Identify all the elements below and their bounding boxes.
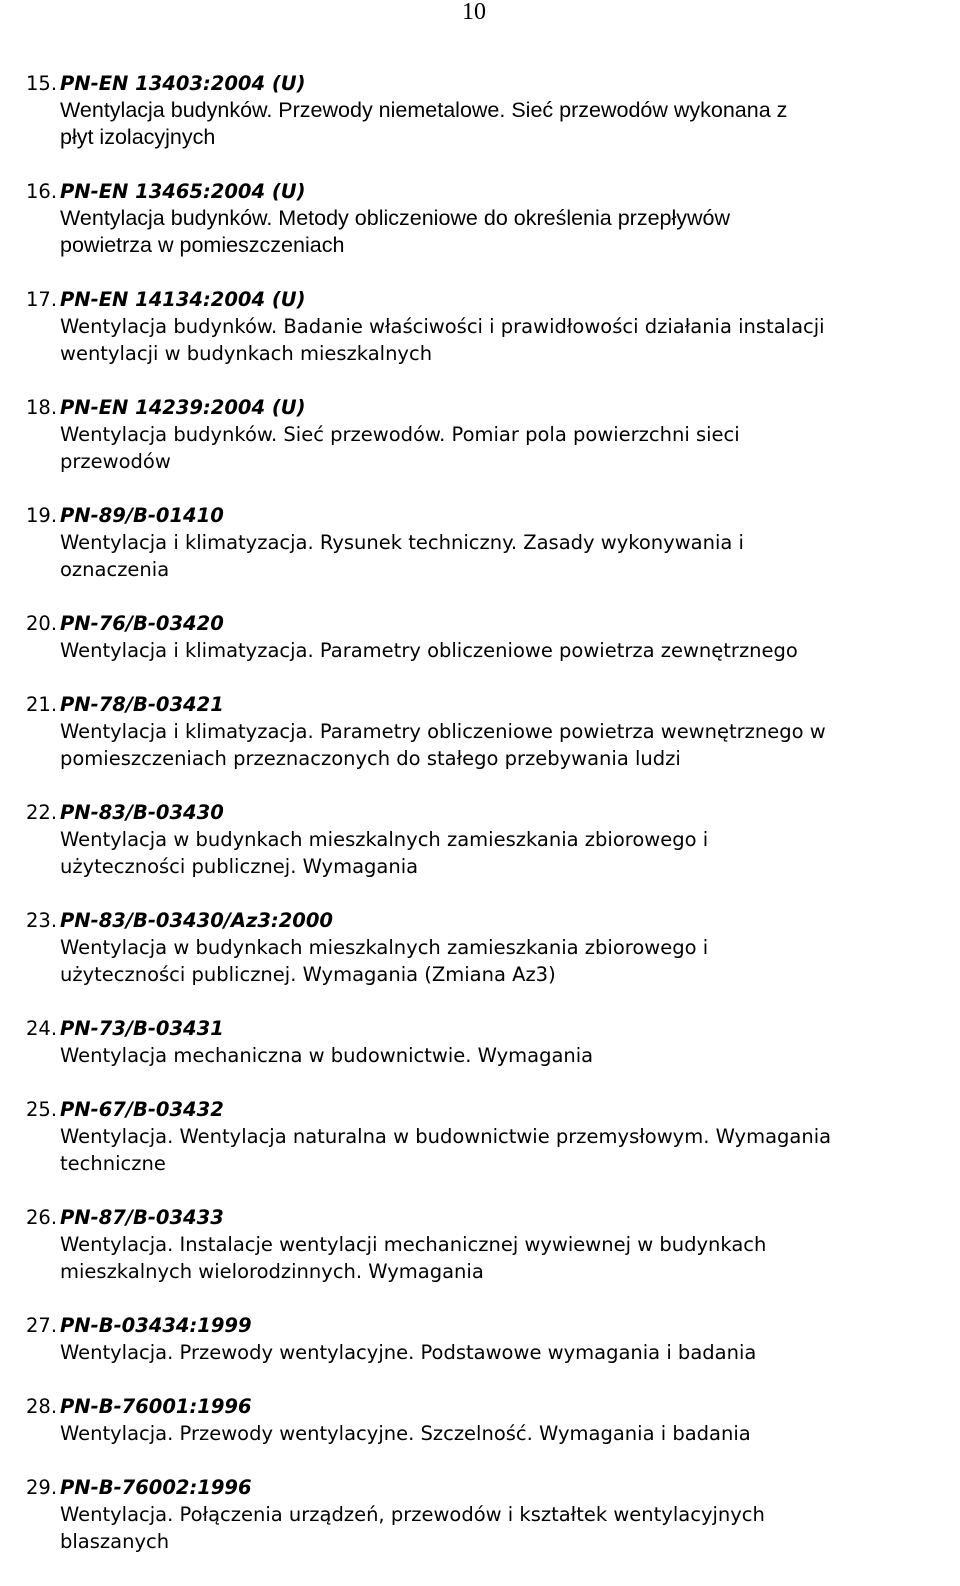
item-number: 27. bbox=[26, 1314, 58, 1337]
item-number: 28. bbox=[26, 1395, 58, 1418]
list-item bbox=[26, 1312, 960, 1366]
standard-code: PN-EN 14134:2004 (U) bbox=[60, 288, 306, 311]
title-line: Wentylacja mechaniczna w budownictwie. Wymagania bbox=[60, 1044, 594, 1067]
title-line: pomieszczeniach przeznaczonych do stałego przebywania ludzi bbox=[60, 747, 681, 770]
title-line: Wentylacja. Połączenia urządzeń, przewodów i kształtek wentylacyjnych bbox=[60, 1503, 765, 1526]
standard-title bbox=[60, 313, 960, 367]
standard-title bbox=[60, 637, 960, 664]
item-number: 22. bbox=[26, 801, 58, 824]
item-number: 26. bbox=[26, 1206, 58, 1229]
title-line: Wentylacja i klimatyzacja. Rysunek techniczny. Zasady wykonywania i bbox=[60, 531, 744, 554]
item-number: 23. bbox=[26, 909, 58, 932]
standard-code: PN-EN 13465:2004 (U) bbox=[60, 180, 306, 203]
title-line: wentylacji w budynkach mieszkalnych bbox=[60, 342, 433, 365]
standard-code: PN-73/B-03431 bbox=[60, 1017, 224, 1040]
list-item bbox=[26, 799, 960, 880]
list-item bbox=[26, 502, 960, 583]
standard-code: PN-EN 14239:2004 (U) bbox=[60, 396, 306, 419]
title-line: oznaczenia bbox=[60, 558, 170, 581]
title-line: płyt izolacyjnych bbox=[60, 125, 216, 149]
title-line: Wentylacja w budynkach mieszkalnych zamieszkania zbiorowego i bbox=[60, 828, 709, 851]
standard-title bbox=[60, 421, 960, 475]
title-line: Wentylacja. Instalacje wentylacji mechanicznej wywiewnej w budynkach bbox=[60, 1233, 767, 1256]
standard-code: PN-76/B-03420 bbox=[60, 612, 224, 635]
title-line: techniczne bbox=[60, 1152, 166, 1175]
standard-title bbox=[60, 1420, 960, 1447]
list-item bbox=[26, 1204, 960, 1285]
title-line: przewodów bbox=[60, 450, 171, 473]
title-line: Wentylacja i klimatyzacja. Parametry obliczeniowe powietrza wewnętrznego w bbox=[60, 720, 826, 743]
standard-code: PN-83/B-03430 bbox=[60, 801, 224, 824]
list-item bbox=[26, 907, 960, 988]
standard-code: PN-67/B-03432 bbox=[60, 1098, 224, 1121]
standard-title bbox=[60, 826, 960, 880]
standard-code: PN-83/B-03430/Az3:2000 bbox=[60, 909, 333, 932]
item-number: 15. bbox=[26, 72, 58, 95]
item-number: 18. bbox=[26, 396, 58, 419]
title-line: użyteczności publicznej. Wymagania (Zmiana Az3) bbox=[60, 963, 556, 986]
title-line: użyteczności publicznej. Wymagania bbox=[60, 855, 419, 878]
standard-title bbox=[60, 97, 960, 151]
title-line: Wentylacja w budynkach mieszkalnych zamieszkania zbiorowego i bbox=[60, 936, 709, 959]
title-line: Wentylacja budynków. Badanie właściwości i prawidłowości działania instalacji bbox=[60, 315, 825, 338]
standard-title bbox=[60, 205, 960, 259]
item-number: 21. bbox=[26, 693, 58, 716]
standard-code: PN-89/B-01410 bbox=[60, 504, 224, 527]
item-number: 19. bbox=[26, 504, 58, 527]
standard-code: PN-B-76002:1996 bbox=[60, 1476, 252, 1499]
list-item bbox=[26, 394, 960, 475]
standard-title bbox=[60, 1042, 960, 1069]
list-item bbox=[26, 70, 960, 151]
list-item bbox=[26, 1015, 960, 1069]
title-line: Wentylacja budynków. Sieć przewodów. Pomiar pola powierzchni sieci bbox=[60, 423, 740, 446]
page-number: 10 bbox=[462, 0, 486, 25]
list-item bbox=[26, 610, 960, 664]
item-number: 24. bbox=[26, 1017, 58, 1040]
title-line: Wentylacja budynków. Metody obliczeniowe do określenia przepływów bbox=[60, 206, 731, 230]
standard-title bbox=[60, 934, 960, 988]
title-line: blaszanych bbox=[60, 1530, 170, 1553]
title-line: Wentylacja. Przewody wentylacyjne. Podstawowe wymagania i badania bbox=[60, 1341, 757, 1364]
list-item bbox=[26, 286, 960, 367]
standards-list bbox=[26, 70, 960, 1555]
standard-code: PN-87/B-03433 bbox=[60, 1206, 224, 1229]
standard-title bbox=[60, 1501, 960, 1555]
title-line: Wentylacja. Wentylacja naturalna w budownictwie przemysłowym. Wymagania bbox=[60, 1125, 832, 1148]
standard-title bbox=[60, 1339, 960, 1366]
title-line: powietrza w pomieszczeniach bbox=[60, 233, 345, 257]
item-number: 17. bbox=[26, 288, 58, 311]
standard-title bbox=[60, 1231, 960, 1285]
standard-code: PN-78/B-03421 bbox=[60, 693, 224, 716]
title-line: Wentylacja i klimatyzacja. Parametry obliczeniowe powietrza zewnętrznego bbox=[60, 639, 798, 662]
standard-title bbox=[60, 1123, 960, 1177]
list-item bbox=[26, 178, 960, 259]
title-line: Wentylacja budynków. Przewody niemetalowe. Sieć przewodów wykonana z bbox=[60, 98, 788, 122]
standard-code: PN-B-76001:1996 bbox=[60, 1395, 252, 1418]
standard-code: PN-B-03434:1999 bbox=[60, 1314, 252, 1337]
standard-title bbox=[60, 718, 960, 772]
list-item bbox=[26, 1096, 960, 1177]
standard-title bbox=[60, 529, 960, 583]
standard-code: PN-EN 13403:2004 (U) bbox=[60, 72, 306, 95]
list-item bbox=[26, 691, 960, 772]
item-number: 29. bbox=[26, 1476, 58, 1499]
item-number: 20. bbox=[26, 612, 58, 635]
title-line: Wentylacja. Przewody wentylacyjne. Szczelność. Wymagania i badania bbox=[60, 1422, 751, 1445]
list-item bbox=[26, 1474, 960, 1555]
title-line: mieszkalnych wielorodzinnych. Wymagania bbox=[60, 1260, 484, 1283]
list-item bbox=[26, 1393, 960, 1447]
item-number: 25. bbox=[26, 1098, 58, 1121]
item-number: 16. bbox=[26, 180, 58, 203]
